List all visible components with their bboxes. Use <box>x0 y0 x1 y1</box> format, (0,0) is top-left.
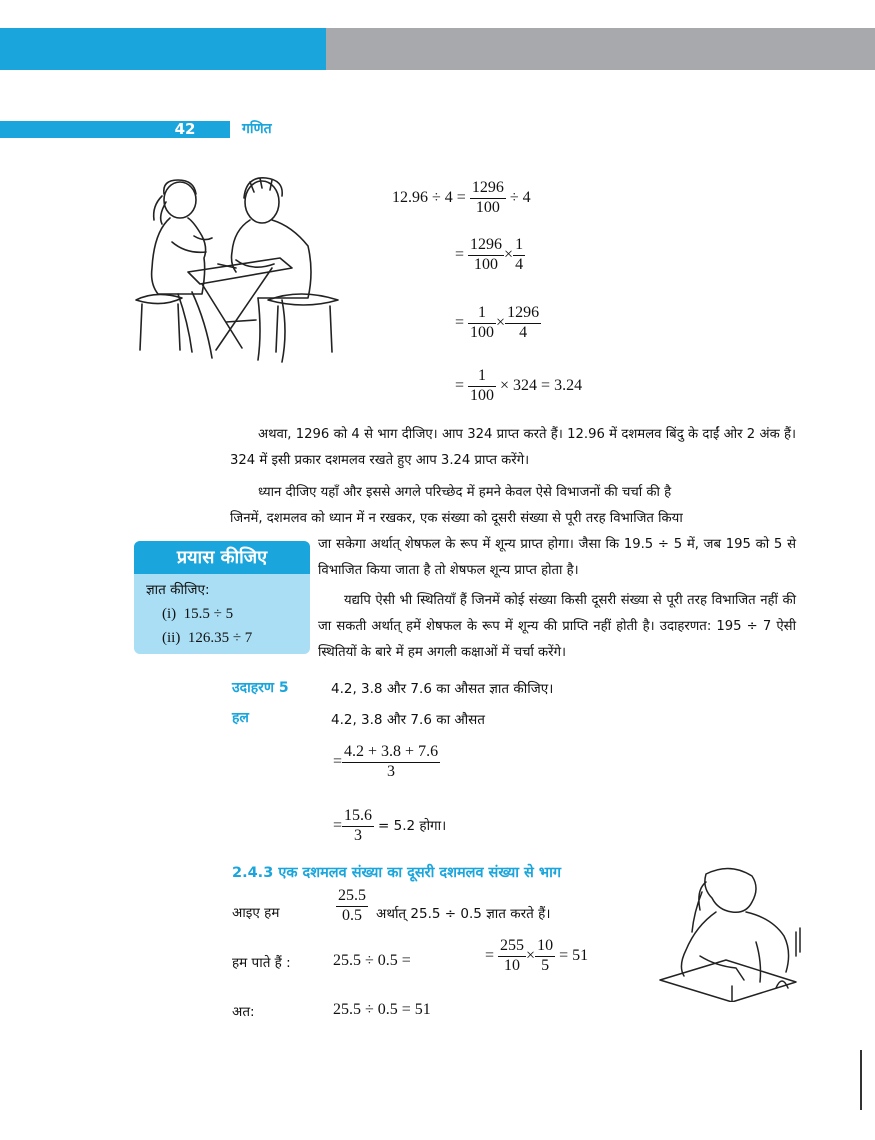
try-item-1: (i) 15.5 ÷ 5 <box>162 606 234 622</box>
paragraph-2-rest: जा सकेगा अर्थात् शेषफल के रूप में शून्य प्राप्त होगा। जैसा कि 19.5 ÷ 5 में, जब 195 को 5 से विभाजित किया जाता है तो शेषफल शून्य प्राप्त होता है। <box>318 537 796 578</box>
students-at-table-illustration <box>132 172 348 368</box>
solution-label: हल <box>232 710 249 726</box>
calc1-line1 <box>392 180 531 217</box>
solution-line: 4.2, 3.8 और 7.6 का औसत <box>331 712 485 728</box>
section-line3-value: 25.5 ÷ 0.5 = 51 <box>333 1001 431 1018</box>
girl-writing-illustration <box>656 862 806 1002</box>
paragraph-3: यद्यपि ऐसी भी स्थितियाँ हैं जिनमें कोई संख्या किसी दूसरी संख्या से पूरी तरह विभाजित नहीं की जा सकती अर्थात् हमें शेषफल के रूप में शून्य की प्राप्ति नहीं होती है। उदाहरणत: 195 ÷ 7 ऐसी स्थितियों के बारे में हम अगली कक्षाओं में चर्चा करेंगे। <box>318 593 796 660</box>
section-line1-fraction: $\frac{25.5}{0.5}$ <box>338 887 366 924</box>
calc1-line2: = $\frac{1296}{100}$ × $\frac{1}{4}$ <box>455 236 524 273</box>
paragraph-1: अथवा, 1296 को 4 से भाग दीजिए। आप 324 प्राप्त करते हैं। 12.96 में दशमलव बिंदु के दाईं ओर 2 अंक हैं। 324 में इसी प्रकार दशमलव रखते हुए आप 3.24 प्राप्त करेंगे। <box>230 427 796 468</box>
section-line3-pre: अत: <box>232 1004 255 1020</box>
section-line2-calc: = $\frac{255}{10}$ × $\frac{10}{5}$ = 51 <box>485 937 589 974</box>
subject-title: गणित <box>242 121 272 137</box>
solution-step-1: = $\frac{4.2 + 3.8 + 7.6}{3}$ <box>333 743 439 780</box>
section-line2-pre: हम पाते हैं : <box>232 955 291 971</box>
section-line2-mid: 25.5 ÷ 0.5 = <box>333 952 411 969</box>
try-item-2: (ii) 126.35 ÷ 7 <box>162 630 253 646</box>
paragraph-2-line2: जिनमें, दशमलव को ध्यान में न रखकर, एक संख्या को दूसरी संख्या से पूरी तरह विभाजित किया <box>230 511 683 526</box>
try-these-prompt: ज्ञात कीजिए: <box>146 582 210 598</box>
example-5-label: उदाहरण 5 <box>232 680 289 696</box>
page-number: 42 <box>174 120 196 138</box>
calc1-line4: = $\frac{1}{100}$ × 324 = 3.24 <box>455 367 583 404</box>
calc1-rest: ÷ 4 <box>509 188 531 206</box>
section-2-4-3-title: 2.4.3 एक दशमलव संख्या का दूसरी दशमलव संख्या से भाग <box>232 865 562 881</box>
calc1-fraction: $\frac{1296}{100}$ <box>471 179 504 216</box>
solution-step-2: = $\frac{15.6}{3}$ = 5.2 होगा। <box>333 807 447 844</box>
header-bar-blue <box>0 28 326 70</box>
section-line1-post: अर्थात् 25.5 ÷ 0.5 ज्ञात करते हैं। <box>376 906 551 922</box>
calc1-line3: = $\frac{1}{100}$ × $\frac{1296}{4}$ <box>455 304 540 341</box>
calc1-lhs: 12.96 ÷ 4 = <box>392 188 466 206</box>
page-edge-mark <box>860 1050 862 1110</box>
header-bar-grey <box>326 28 875 70</box>
section-line1-pre: आइए हम <box>232 905 280 921</box>
try-these-title: प्रयास कीजिए <box>134 541 310 574</box>
example-5-question: 4.2, 3.8 और 7.6 का औसत ज्ञात कीजिए। <box>331 681 554 697</box>
paragraph-2-line1: ध्यान दीजिए यहाँ और इससे अगले परिच्छेद में हमने केवल ऐसे विभाजनों की चर्चा की है <box>258 485 672 500</box>
